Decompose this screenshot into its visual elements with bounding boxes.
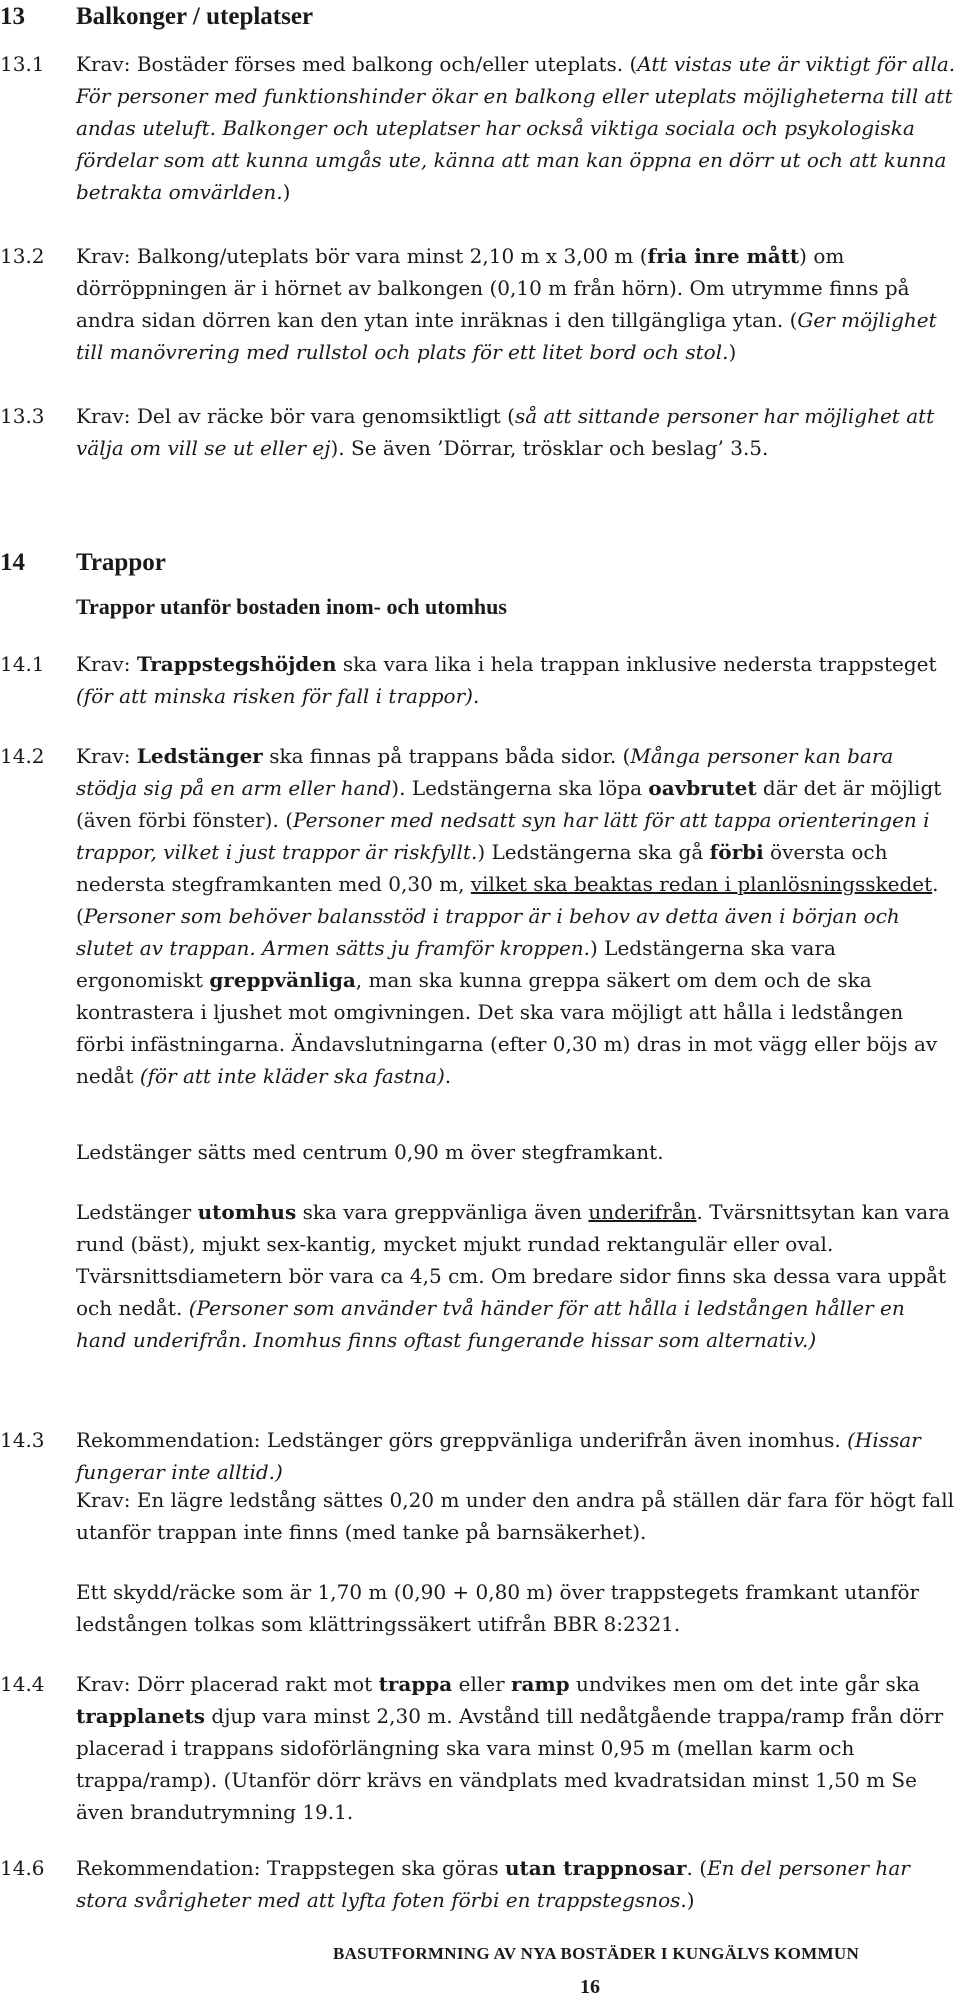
section-number: 14 (0, 549, 25, 576)
section-number: 13 (0, 3, 25, 30)
item-text: Rekommendation: Ledstänger görs greppvänliga underifrån även inomhus. (Hissar fungerar inte alltid.) (76, 1428, 921, 1484)
item-text: Ledstänger sätts med centrum 0,90 m över stegframkant. (76, 1140, 664, 1164)
item-text: Krav: Balkong/uteplats bör vara minst 2,10 m x 3,00 m (fria inre mått) om dörröppningen är i hörnet av balkongen (0,10 m från hörn). Om utrymme finns på andra sidan dörren kan den ytan inte inräknas i den tillgängliga ytan. (Ger möjlighet till manövrering med rullstol och plats för ett litet bord och stol.) (76, 244, 937, 364)
subsection-heading: Trappor utanför bostaden inom- och utomhus (76, 594, 507, 619)
item-number: 14.3 (0, 1428, 45, 1452)
page-number: 16 (580, 1976, 600, 1998)
page-footer-title: BASUTFORMNING AV NYA BOSTÄDER I KUNGÄLVS KOMMUN (332, 1944, 860, 1963)
item-number: 13.2 (0, 244, 45, 268)
item-text: Ledstänger utomhus ska vara greppvänliga även underifrån. Tvärsnittsytan kan vara rund (bäst), mjukt sex-kantig, mycket mjukt rundad rektangulär eller oval. Tvärsnittsdiametern bör vara ca 4,5 cm. Om bredare sidor finns ska dessa vara uppåt och nedåt. (Personer som använder två händer för att hålla i ledstången håller en hand underifrån. Inomhus finns oftast fungerande hissar som alternativ.) (76, 1200, 950, 1352)
item-number: 14.1 (0, 652, 45, 676)
item-number: 14.4 (0, 1672, 45, 1696)
item-number: 14.2 (0, 744, 45, 768)
item-text: Krav: Ledstänger ska finnas på trappans båda sidor. (Många personer kan bara stödja sig på en arm eller hand). Ledstängerna ska löpa oavbrutet där det är möjligt (även förbi fönster). (Personer med nedsatt syn har lätt för att tappa orienteringen i trappor, vilket i just trappor är riskfyllt.) Ledstängerna ska gå förbi översta och nedersta stegframkanten med 0,30 m, vilket ska beaktas redan i planlösningsskedet. (Personer som behöver balansstöd i trappor är i behov av detta även i början och slutet av trappan. Armen sätts ju framför kroppen.) Ledstängerna ska vara ergonomiskt greppvänliga, man ska kunna greppa säkert om dem och de ska kontrastera i ljushet mot omgivningen. Det ska vara möjligt att hålla i ledstången förbi infästningarna. Ändavslutningarna (efter 0,30 m) dras in mot vägg eller böjs av nedåt (för att inte kläder ska fastna). (76, 744, 942, 1088)
item-text: Krav: Bostäder förses med balkong och/eller uteplats. (Att vistas ute är viktigt för alla. För personer med funktionshinder ökar en balkong eller uteplats möjligheterna till att andas uteluft. Balkonger och uteplatser har också viktiga sociala och psykologiska fördelar som att kunna umgås ute, känna att man kan öppna en dörr ut och att kunna betrakta omvärlden.) (76, 52, 956, 204)
item-number: 14.6 (0, 1856, 45, 1880)
item-text: Krav: Del av räcke bör vara genomsiktligt (så att sittande personer har möjlighet att välja om vill se ut eller ej). Se även ’Dörrar, trösklar och beslag’ 3.5. (76, 404, 935, 460)
section-title: Trappor (76, 549, 166, 576)
item-text: Rekommendation: Trappstegen ska göras utan trappnosar. (En del personer har stora svårigheter med att lyfta foten förbi en trappstegsnos.) (76, 1856, 910, 1912)
item-number: 13.1 (0, 52, 45, 76)
section-13-heading (0, 2, 313, 32)
item-text: Krav: Trappstegshöjden ska vara lika i hela trappan inklusive nedersta trappsteget (för att minska risken för fall i trappor). (76, 652, 937, 708)
section-title: Balkonger / uteplatser (76, 3, 314, 30)
item-number: 13.3 (0, 404, 45, 428)
item-text: Krav: Dörr placerad rakt mot trappa eller ramp undvikes men om det inte går ska trapplanets djup vara minst 2,30 m. Avstånd till nedåtgående trappa/ramp från dörr placerad i trappans sidoförlängning ska vara minst 0,95 m (mellan karm och trappa/ramp). (Utanför dörr krävs en vändplats med kvadratsidan minst 1,50 m Se även brandutrymning 19.1. (76, 1672, 944, 1824)
item-text: Krav: En lägre ledstång sättes 0,20 m under den andra på ställen där fara för högt fall utanför trappan inte finns (med tanke på barnsäkerhet). (76, 1488, 954, 1544)
item-text: Ett skydd/räcke som är 1,70 m (0,90 + 0,80 m) över trappstegets framkant utanför ledstången tolkas som klättringssäkert utifrån BBR 8:2321. (76, 1580, 920, 1636)
section-14-heading (0, 548, 166, 578)
